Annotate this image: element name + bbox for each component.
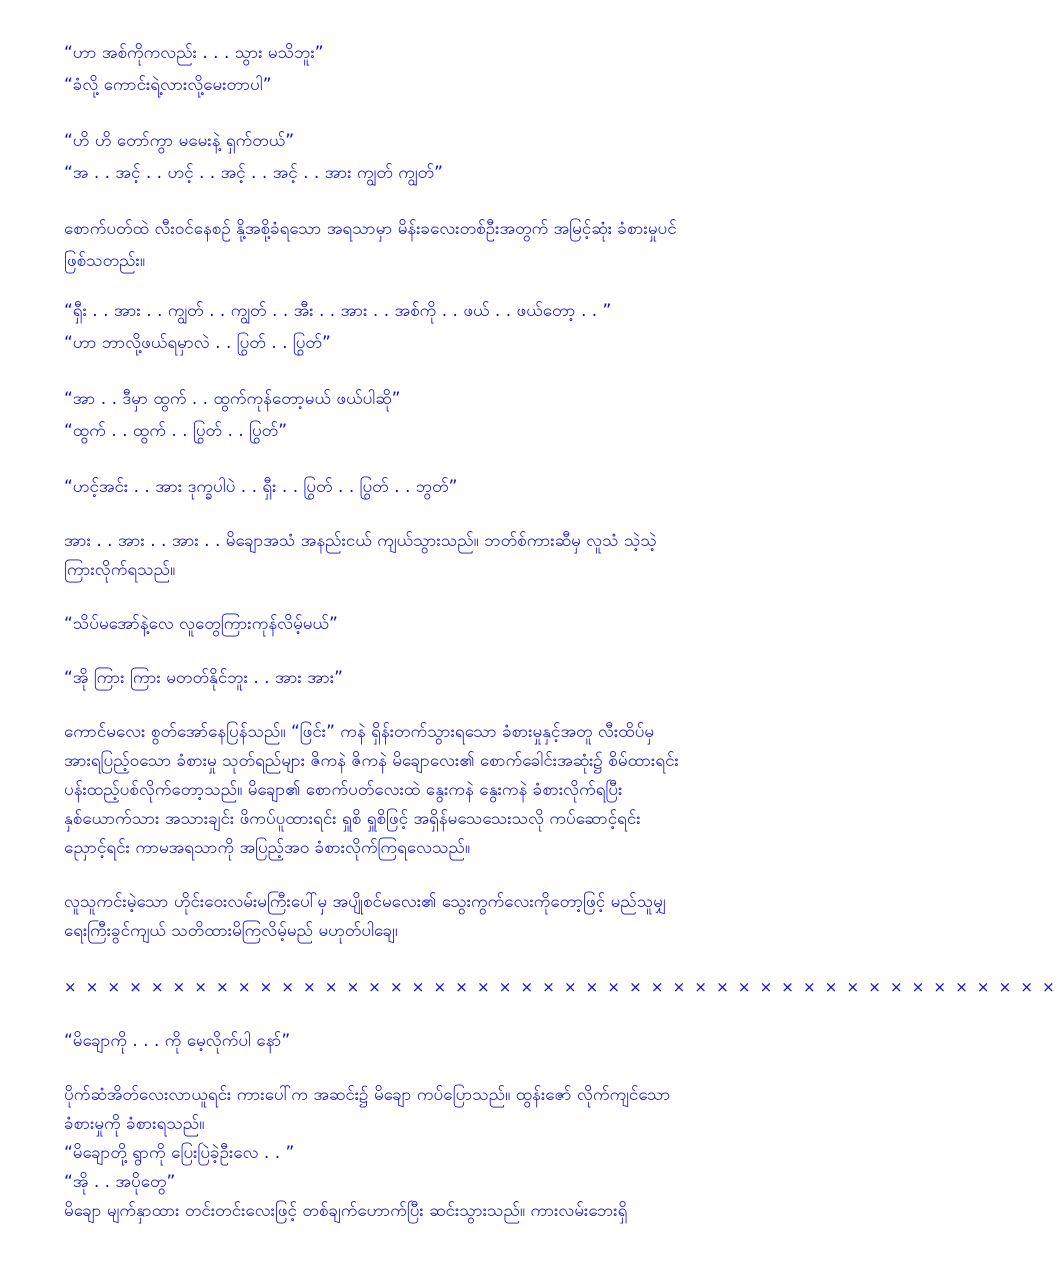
text-line: “အ . . အင့် . . ဟင့် . . အင့် . . အင့် . . အား ကျွတ် ကျွတ်”: [64, 163, 443, 183]
text-line: ညှောင့်ရင်း ကာမအရသာကို အပြည့်အဝ ခံစားလိုက်ကြရလေသည်။: [64, 838, 471, 858]
text-line: ဖြစ်သတည်း။: [64, 251, 146, 271]
text-line: ကောင်မလေး စွတ်အော်နေပြန်သည်။ “ဖြင်း” ကနဲ ရှိန်းတက်သွားရသော ခံစားမှုနှင့်အတူ လီးထိပ်မှ: [64, 722, 655, 742]
text-line: ရေးကြီးခွင်ကျယ် သတိထားမိကြလိမ့်မည် မဟုတ်ပါချေ၊: [64, 921, 398, 941]
text-line: အားရပြည့်ဝသော ခံစားမှု သုတ်ရည်များ ဇိကနဲ ဇိကနဲ မိချောလေး၏ စောက်ခေါင်းအဆုံး၌ စိမ်ထားရင်း: [64, 751, 679, 771]
text-line: ပန်းထည့်ပစ်လိုက်တော့သည်။ မိချော၏ စောက်ပတ်လေးထဲ နွေးကနဲ နွေးကနဲ ခံစားလိုက်ရပြီး: [64, 780, 623, 800]
text-line: နှစ်ယောက်သား အသားချင်း ဖိကပ်ပူထားရင်း ရှူစိ ရှူစိဖြင့် အရှိန်မသေသေးသလို ကပ်ဆောင့်ရင်း: [64, 809, 641, 829]
text-line: လူသူကင်းမဲ့သော ဟိုင်းဝေးလမ်းမကြီးပေါ်မှ အပျိုစင်မလေး၏ သွေးကွက်လေးကိုတော့ဖြင့် မည်သူမျှ: [64, 892, 667, 912]
text-line: “ဟာ အစ်ကိုကလည်း . . . သွား မသိဘူး”: [64, 43, 324, 63]
text-line: “ဟင့်အင်း . . အား ဒုက္ခပါပဲ . . ရှီး . . ပြွတ် . . ပြွတ် . . ဘွတ်”: [64, 477, 458, 497]
text-line: အား . . အား . . အား . . မိချောအသံ အနည်းငယ် ကျယ်သွားသည်။ ဘတ်စ်ကားဆီမှ လူသံ သဲ့သဲ့: [64, 531, 657, 551]
text-line: “သိပ်မအော်နဲ့လေ လူတွေကြားကုန်လိမ့်မယ်”: [64, 614, 338, 634]
text-line: “အာ . . ဒီမှာ ထွက် . . ထွက်ကုန်တော့မယ် ဖယ်ပါဆို”: [64, 389, 401, 409]
text-line: “မိချောတို့ ရွာကို ပြေးပြဲခဲ့ဦးလေ . . ”: [64, 1143, 295, 1163]
text-line: “အို ကြား ကြား မတတ်နိုင်ဘူး . . အား အား”: [64, 668, 343, 688]
text-line: “ဟာ ဘာလို့ဖယ်ရမှာလဲ . . ပြွတ် . . ပြွတ်”: [64, 333, 331, 353]
text-line: “ရှီး . . အား . . ကျွတ် . . ကျွတ် . . အီး . . အား . . အစ်ကို . . ဖယ် . . ဖယ်တော့ . . ”: [64, 301, 612, 321]
text-line: ခံစားမှုကို ခံစားရသည်။: [64, 1114, 205, 1134]
text-line: “ခံလို့ ကောင်းရဲ့လားလို့မေးတာပါ”: [64, 75, 272, 95]
text-line: “ဟိ ဟိ တော်ကွာ မမေးနဲ့ ရှက်တယ်”: [64, 131, 295, 151]
text-line: “မိချောကို . . . ကို မေ့လိုက်ပါ နော်”: [64, 1031, 291, 1051]
text-line: ပိုက်ဆံအိတ်လေးလာယူရင်း ကားပေါ်က အဆင်း၌ မိချော ကပ်ပြောသည်။ ထွန်းဇော် လိုက်ကျင်သော: [64, 1085, 671, 1105]
text-line: “ထွက် . . ထွက် . . ပြွတ် . . ပြွတ်”: [64, 421, 288, 441]
text-line: မိချော မျက်နှာထား တင်းတင်းလေးဖြင့် တစ်ချက်ဟောက်ပြီး ဆင်းသွားသည်။ ကားလမ်းဘေးရှိ: [64, 1201, 628, 1221]
text-line: ကြားလိုက်ရသည်။: [64, 560, 176, 580]
text-line: စောက်ပတ်ထဲ လီးဝင်နေစဉ် နို့အစို့ခံရသော အရသာမှာ မိန်းခလေးတစ်ဦးအတွက် အမြင့်ဆုံး ခံစားမှုပင်: [64, 219, 677, 239]
section-separator: × × × × × × × × × × × × × × × × × × × × × × × × × × × × × × × × × × × × × × × × × × × × × ×: [64, 978, 1057, 996]
text-line: “အို . . အပိုတွေ”: [64, 1172, 176, 1192]
